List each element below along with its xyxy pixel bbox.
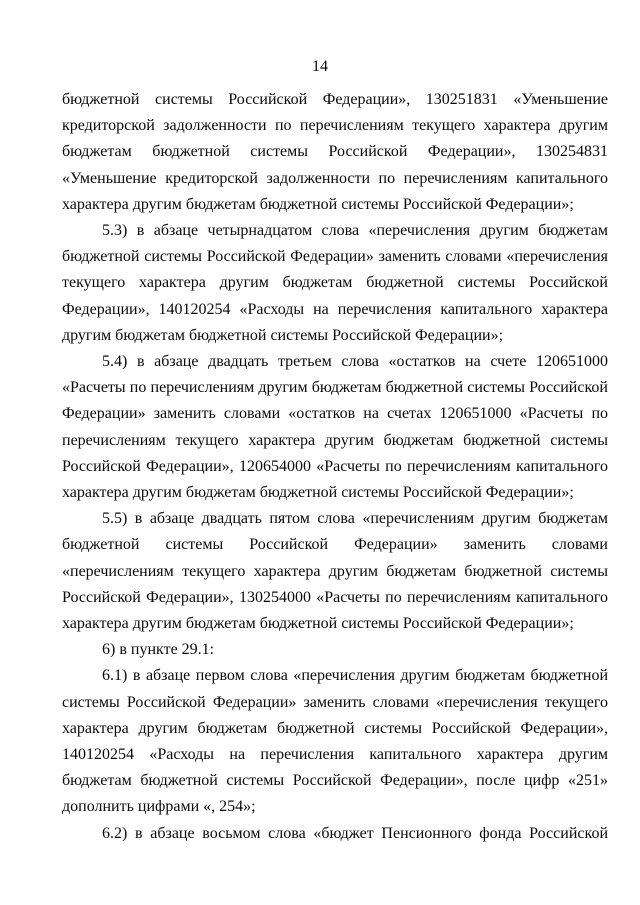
document-body — [62, 87, 608, 847]
paragraph-6-2: 6.2) в абзаце восьмом слова «бюджет Пенсионного фонда Российской — [102, 824, 608, 842]
paragraph-6: 6) в пункте 29.1: — [102, 641, 215, 659]
page-number: 14 — [312, 58, 328, 75]
paragraph-6-1: 6.1) в абзаце первом слова «перечисления другим бюджетам бюджетной системы Российской Федерации» заменить словами «перечисления текущего характера другим бюджетам бюджетной системы Российской Федерации», 140120254 «Расходы на перечисления капитального характера другим бюджетам бюджетной системы Российской Федерации», после цифр «251» дополнить цифрами «, 254»; — [62, 667, 608, 816]
paragraph-5-5: 5.5) в абзаце двадцать пятом слова «перечислениям другим бюджетам бюджетной системы Российской Федерации» заменить словами «перечислениям текущего характера другим бюджетам бюджетной системы Российской Федерации», 130254000 «Расчеты по перечислениям капитального характера другим бюджетам бюджетной системы Российской Федерации»; — [62, 510, 608, 633]
paragraph-continuation: бюджетной системы Российской Федерации», 130251831 «Уменьшение кредиторской задолженности по перечислениям текущего характера другим бюджетам бюджетной системы Российской Федерации», 130254831 «Уменьшение кредиторской задолженности по перечислениям капитального характера другим бюджетам бюджетной системы Российской Федерации»; — [62, 91, 608, 213]
paragraph-5-3: 5.3) в абзаце четырнадцатом слова «перечисления другим бюджетам бюджетной системы Российской Федерации» заменить словами «перечисления текущего характера другим бюджетам бюджетной системы Российской Федерации», 140120254 «Расходы на перечисления капитального характера другим бюджетам бюджетной системы Российской Федерации»; — [62, 222, 608, 344]
paragraph-5-4: 5.4) в абзаце двадцать третьем слова «остатков на счете 120651000 «Расчеты по перечислениям другим бюджетам бюджетной системы Российской Федерации» заменить словами «остатков на счетах 120651000 «Расчеты по перечислениям текущего характера другим бюджетам бюджетной системы Российской Федерации», 120654000 «Расчеты по перечислениям капитального характера другим бюджетам бюджетной системы Российской Федерации»; — [62, 353, 608, 502]
